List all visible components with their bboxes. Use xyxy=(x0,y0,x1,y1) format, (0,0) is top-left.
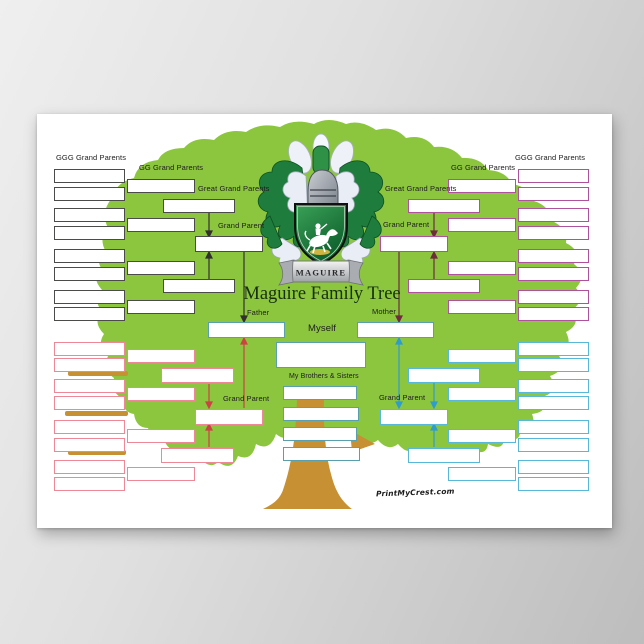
crest-ribbon xyxy=(279,260,363,285)
label-gg-grandparents-left: GG Grand Parents xyxy=(139,163,204,172)
label-ggg-grandparents-left: GGG Grand Parents xyxy=(56,153,127,162)
label-great-grandparents-left: Great Grand Parents xyxy=(198,184,270,193)
label-myself: Myself xyxy=(308,323,337,334)
label-mother: Mother xyxy=(372,307,396,316)
label-grandparent-bottom-left: Grand Parent xyxy=(223,394,270,403)
poster-title: Maguire Family Tree xyxy=(243,284,401,304)
label-siblings: My Brothers & Sisters xyxy=(289,373,359,380)
label-grandparent-bottom-right: Grand Parent xyxy=(379,393,426,402)
label-grandparent-top-right: Grand Parent xyxy=(383,220,430,229)
watermark-text: PrintMyCrest.com xyxy=(375,486,455,499)
label-father: Father xyxy=(247,308,270,317)
label-gg-grandparents-right: GG Grand Parents xyxy=(451,163,516,172)
crest-shield xyxy=(295,204,347,264)
crest-name: MAGUIRE xyxy=(295,267,347,278)
label-ggg-grandparents-right: GGG Grand Parents xyxy=(515,153,586,162)
label-great-grandparents-right: Great Grand Parents xyxy=(385,184,457,193)
label-grandparent-top-left: Grand Parent xyxy=(218,221,265,230)
